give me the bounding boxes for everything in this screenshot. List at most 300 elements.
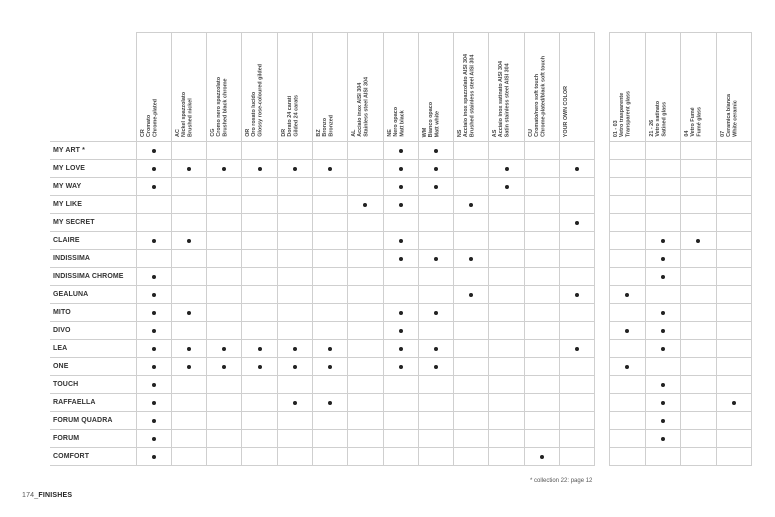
column-header-label: CG Cromo nero spazzolato Brushed black chrome — [210, 77, 229, 137]
availability-cell — [418, 232, 453, 250]
availability-cell — [348, 178, 383, 196]
table-row — [50, 178, 595, 196]
availability-cell — [560, 448, 595, 466]
table-row — [50, 142, 595, 160]
availability-cell — [171, 412, 206, 430]
availability-cell — [681, 196, 717, 214]
availability-dot-icon — [363, 203, 367, 207]
availability-cell — [242, 286, 277, 304]
availability-cell — [277, 160, 312, 178]
availability-cell — [489, 286, 524, 304]
availability-cell — [681, 160, 717, 178]
availability-cell — [610, 304, 646, 322]
availability-cell — [418, 160, 453, 178]
availability-cell — [645, 376, 681, 394]
availability-cell — [277, 376, 312, 394]
availability-cell — [171, 376, 206, 394]
availability-cell — [312, 304, 347, 322]
availability-cell — [171, 232, 206, 250]
availability-cell — [454, 412, 489, 430]
availability-cell — [171, 304, 206, 322]
availability-cell — [348, 376, 383, 394]
availability-cell — [242, 304, 277, 322]
availability-cell — [312, 394, 347, 412]
availability-dot-icon — [328, 347, 332, 351]
availability-dot-icon — [222, 365, 226, 369]
column-header-label: YOUR OWN COLOR — [563, 85, 570, 137]
availability-cell — [207, 376, 242, 394]
availability-cell — [207, 394, 242, 412]
availability-cell — [645, 214, 681, 232]
availability-dot-icon — [505, 167, 509, 171]
availability-dot-icon — [469, 203, 473, 207]
availability-cell — [610, 214, 646, 232]
table-row — [610, 430, 752, 448]
availability-dot-icon — [152, 365, 156, 369]
availability-dot-icon — [505, 185, 509, 189]
availability-cell — [610, 448, 646, 466]
availability-cell — [312, 232, 347, 250]
availability-cell — [277, 214, 312, 232]
availability-cell — [277, 268, 312, 286]
column-header-label: BZ Bronzo Bronzed — [315, 115, 335, 137]
availability-dot-icon — [187, 239, 191, 243]
availability-cell — [716, 178, 752, 196]
availability-cell — [645, 178, 681, 196]
availability-cell — [610, 196, 646, 214]
availability-cell — [454, 232, 489, 250]
availability-dot-icon — [661, 401, 665, 405]
availability-cell — [524, 268, 559, 286]
availability-cell — [489, 358, 524, 376]
availability-cell — [610, 160, 646, 178]
availability-cell — [348, 250, 383, 268]
availability-cell — [489, 304, 524, 322]
availability-cell — [171, 430, 206, 448]
table-row — [610, 250, 752, 268]
availability-cell — [418, 448, 453, 466]
availability-cell — [524, 196, 559, 214]
availability-cell — [348, 286, 383, 304]
availability-cell — [312, 196, 347, 214]
availability-cell — [681, 358, 717, 376]
column-header — [383, 33, 418, 142]
availability-dot-icon — [661, 383, 665, 387]
availability-cell — [645, 142, 681, 160]
availability-dot-icon — [222, 167, 226, 171]
column-header-label: AS Acciaio inox satinato AISI 304 Satin stainless steel AISI 304 — [492, 60, 511, 137]
table-row — [50, 412, 595, 430]
availability-cell — [348, 196, 383, 214]
product-name: RAFFAELLA — [50, 394, 136, 412]
availability-cell — [716, 142, 752, 160]
availability-cell — [136, 286, 171, 304]
availability-cell — [645, 358, 681, 376]
availability-cell — [242, 322, 277, 340]
availability-cell — [312, 178, 347, 196]
availability-cell — [645, 340, 681, 358]
table-row — [50, 232, 595, 250]
availability-cell — [383, 286, 418, 304]
availability-cell — [645, 412, 681, 430]
product-name: FORUM — [50, 430, 136, 448]
availability-cell — [136, 322, 171, 340]
table-row — [50, 394, 595, 412]
availability-cell — [348, 412, 383, 430]
availability-dot-icon — [696, 239, 700, 243]
availability-cell — [560, 286, 595, 304]
availability-cell — [171, 160, 206, 178]
availability-cell — [454, 322, 489, 340]
product-name: INDISSIMA CHROME — [50, 268, 136, 286]
availability-cell — [383, 268, 418, 286]
availability-cell — [418, 142, 453, 160]
availability-cell — [418, 268, 453, 286]
availability-cell — [348, 358, 383, 376]
table-row — [50, 250, 595, 268]
column-header — [277, 33, 312, 142]
availability-dot-icon — [152, 329, 156, 333]
availability-cell — [524, 304, 559, 322]
table-row — [50, 160, 595, 178]
availability-cell — [171, 340, 206, 358]
availability-cell — [348, 142, 383, 160]
availability-cell — [560, 394, 595, 412]
availability-cell — [277, 232, 312, 250]
availability-cell — [348, 214, 383, 232]
availability-cell — [560, 214, 595, 232]
availability-cell — [454, 160, 489, 178]
availability-cell — [716, 232, 752, 250]
availability-cell — [171, 268, 206, 286]
availability-dot-icon — [661, 329, 665, 333]
availability-cell — [645, 286, 681, 304]
availability-dot-icon — [661, 257, 665, 261]
table-row — [50, 448, 595, 466]
availability-dot-icon — [399, 311, 403, 315]
availability-dot-icon — [661, 419, 665, 423]
product-name: MITO — [50, 304, 136, 322]
availability-cell — [312, 412, 347, 430]
availability-cell — [312, 250, 347, 268]
availability-cell — [277, 358, 312, 376]
availability-cell — [681, 178, 717, 196]
availability-dot-icon — [152, 455, 156, 459]
availability-cell — [645, 250, 681, 268]
availability-cell — [136, 412, 171, 430]
availability-cell — [454, 448, 489, 466]
availability-cell — [489, 448, 524, 466]
availability-cell — [242, 394, 277, 412]
collection-note: * collection 22: page 12 — [530, 478, 593, 484]
finishes-matrix-left — [50, 32, 595, 466]
availability-cell — [610, 178, 646, 196]
availability-cell — [716, 430, 752, 448]
availability-cell — [171, 358, 206, 376]
product-name: TOUCH — [50, 376, 136, 394]
availability-cell — [610, 142, 646, 160]
column-header-label: 07 Ceramica bianca White ceramic — [719, 94, 738, 137]
availability-cell — [242, 178, 277, 196]
availability-cell — [560, 160, 595, 178]
availability-cell — [242, 430, 277, 448]
availability-cell — [277, 196, 312, 214]
column-header — [716, 33, 752, 142]
availability-cell — [610, 268, 646, 286]
availability-dot-icon — [293, 401, 297, 405]
column-header — [454, 33, 489, 142]
availability-cell — [136, 214, 171, 232]
availability-dot-icon — [625, 365, 629, 369]
availability-dot-icon — [399, 365, 403, 369]
availability-cell — [242, 142, 277, 160]
availability-cell — [136, 304, 171, 322]
availability-cell — [383, 142, 418, 160]
availability-cell — [454, 304, 489, 322]
availability-cell — [171, 196, 206, 214]
column-header-label: NS Acciaio inox spazzolato AISI 304 Brushed stainless steel AISI 304 — [457, 53, 476, 137]
table-row — [50, 376, 595, 394]
availability-cell — [312, 268, 347, 286]
product-name: FORUM QUADRA — [50, 412, 136, 430]
availability-cell — [524, 394, 559, 412]
availability-cell — [610, 376, 646, 394]
availability-cell — [560, 232, 595, 250]
product-name: INDISSIMA — [50, 250, 136, 268]
availability-cell — [207, 142, 242, 160]
availability-cell — [242, 196, 277, 214]
column-header-label: NE Nero opaco Matt black — [386, 107, 405, 137]
row-header-spacer — [50, 33, 136, 142]
finishes-matrix-right — [609, 32, 752, 466]
availability-cell — [207, 214, 242, 232]
availability-cell — [277, 322, 312, 340]
availability-dot-icon — [661, 437, 665, 441]
availability-cell — [171, 448, 206, 466]
availability-cell — [207, 250, 242, 268]
availability-cell — [171, 250, 206, 268]
availability-dot-icon — [399, 347, 403, 351]
table-row — [610, 322, 752, 340]
availability-dot-icon — [399, 185, 403, 189]
table-row — [610, 160, 752, 178]
product-name: DIVO — [50, 322, 136, 340]
availability-cell — [489, 322, 524, 340]
availability-cell — [716, 250, 752, 268]
availability-cell — [418, 214, 453, 232]
availability-cell — [383, 196, 418, 214]
availability-cell — [454, 376, 489, 394]
availability-cell — [277, 250, 312, 268]
availability-cell — [489, 394, 524, 412]
availability-cell — [418, 178, 453, 196]
availability-cell — [681, 232, 717, 250]
availability-cell — [560, 268, 595, 286]
availability-cell — [242, 412, 277, 430]
availability-cell — [383, 448, 418, 466]
availability-cell — [560, 178, 595, 196]
availability-cell — [312, 322, 347, 340]
availability-cell — [277, 340, 312, 358]
availability-cell — [136, 196, 171, 214]
product-name: MY SECRET — [50, 214, 136, 232]
availability-cell — [348, 268, 383, 286]
product-name: MY ART * — [50, 142, 136, 160]
availability-cell — [645, 160, 681, 178]
availability-cell — [524, 412, 559, 430]
availability-cell — [383, 394, 418, 412]
table-row — [610, 412, 752, 430]
availability-cell — [418, 412, 453, 430]
availability-cell — [645, 448, 681, 466]
availability-cell — [312, 160, 347, 178]
availability-cell — [277, 178, 312, 196]
column-header-label: 04 Vetro Fumé Fumé glass — [684, 107, 703, 137]
column-header — [171, 33, 206, 142]
availability-cell — [454, 358, 489, 376]
availability-cell — [171, 322, 206, 340]
availability-cell — [489, 412, 524, 430]
availability-cell — [524, 232, 559, 250]
availability-cell — [207, 340, 242, 358]
availability-dot-icon — [152, 383, 156, 387]
availability-cell — [207, 268, 242, 286]
availability-cell — [524, 376, 559, 394]
page-footer — [22, 492, 72, 499]
availability-cell — [681, 394, 717, 412]
availability-cell — [489, 250, 524, 268]
availability-cell — [610, 250, 646, 268]
availability-cell — [242, 340, 277, 358]
availability-dot-icon — [187, 365, 191, 369]
availability-dot-icon — [152, 293, 156, 297]
availability-cell — [136, 340, 171, 358]
availability-dot-icon — [469, 293, 473, 297]
column-header — [207, 33, 242, 142]
table-row — [50, 322, 595, 340]
availability-cell — [645, 430, 681, 448]
availability-cell — [383, 250, 418, 268]
availability-cell — [418, 196, 453, 214]
availability-cell — [610, 286, 646, 304]
availability-cell — [716, 394, 752, 412]
availability-cell — [348, 322, 383, 340]
availability-cell — [136, 376, 171, 394]
availability-cell — [716, 304, 752, 322]
table-row — [50, 214, 595, 232]
availability-cell — [454, 196, 489, 214]
availability-cell — [716, 286, 752, 304]
availability-cell — [560, 358, 595, 376]
availability-dot-icon — [152, 347, 156, 351]
table-row — [50, 286, 595, 304]
availability-dot-icon — [152, 167, 156, 171]
availability-cell — [348, 304, 383, 322]
table-row — [50, 430, 595, 448]
availability-dot-icon — [258, 365, 262, 369]
availability-cell — [383, 376, 418, 394]
availability-cell — [242, 376, 277, 394]
availability-dot-icon — [293, 365, 297, 369]
availability-cell — [716, 412, 752, 430]
availability-cell — [489, 178, 524, 196]
availability-cell — [418, 250, 453, 268]
availability-cell — [207, 232, 242, 250]
availability-cell — [681, 142, 717, 160]
availability-dot-icon — [152, 185, 156, 189]
availability-cell — [645, 196, 681, 214]
availability-cell — [418, 340, 453, 358]
availability-cell — [524, 178, 559, 196]
availability-cell — [383, 322, 418, 340]
availability-cell — [418, 358, 453, 376]
availability-cell — [560, 250, 595, 268]
availability-cell — [681, 250, 717, 268]
availability-dot-icon — [258, 347, 262, 351]
availability-cell — [560, 304, 595, 322]
availability-cell — [681, 376, 717, 394]
availability-cell — [207, 160, 242, 178]
availability-dot-icon — [661, 311, 665, 315]
availability-dot-icon — [434, 347, 438, 351]
column-header — [242, 33, 277, 142]
availability-cell — [454, 178, 489, 196]
availability-cell — [524, 250, 559, 268]
availability-cell — [136, 394, 171, 412]
availability-dot-icon — [293, 347, 297, 351]
availability-cell — [524, 358, 559, 376]
availability-cell — [610, 358, 646, 376]
availability-dot-icon — [399, 203, 403, 207]
product-name: CLAIRE — [50, 232, 136, 250]
availability-cell — [207, 322, 242, 340]
availability-dot-icon — [661, 275, 665, 279]
page-number: 174_ — [22, 492, 39, 499]
availability-cell — [645, 304, 681, 322]
availability-cell — [716, 196, 752, 214]
availability-dot-icon — [399, 239, 403, 243]
availability-cell — [207, 178, 242, 196]
column-header-label: 21 - 26 Vetro satinato Satined glass — [648, 101, 667, 137]
availability-cell — [716, 358, 752, 376]
glass-ceramic-table — [609, 32, 752, 466]
table-row — [610, 214, 752, 232]
table-row — [610, 196, 752, 214]
availability-cell — [136, 178, 171, 196]
availability-cell — [560, 412, 595, 430]
availability-cell — [207, 412, 242, 430]
availability-dot-icon — [575, 293, 579, 297]
availability-dot-icon — [187, 167, 191, 171]
availability-cell — [418, 430, 453, 448]
availability-cell — [348, 448, 383, 466]
availability-cell — [312, 340, 347, 358]
product-name: COMFORT — [50, 448, 136, 466]
availability-cell — [524, 430, 559, 448]
product-name: GEALUNA — [50, 286, 136, 304]
availability-cell — [136, 160, 171, 178]
availability-cell — [681, 430, 717, 448]
availability-cell — [136, 358, 171, 376]
availability-cell — [681, 448, 717, 466]
availability-cell — [207, 304, 242, 322]
availability-cell — [383, 178, 418, 196]
column-header — [418, 33, 453, 142]
availability-dot-icon — [399, 149, 403, 153]
availability-dot-icon — [469, 257, 473, 261]
availability-cell — [277, 448, 312, 466]
availability-cell — [716, 448, 752, 466]
